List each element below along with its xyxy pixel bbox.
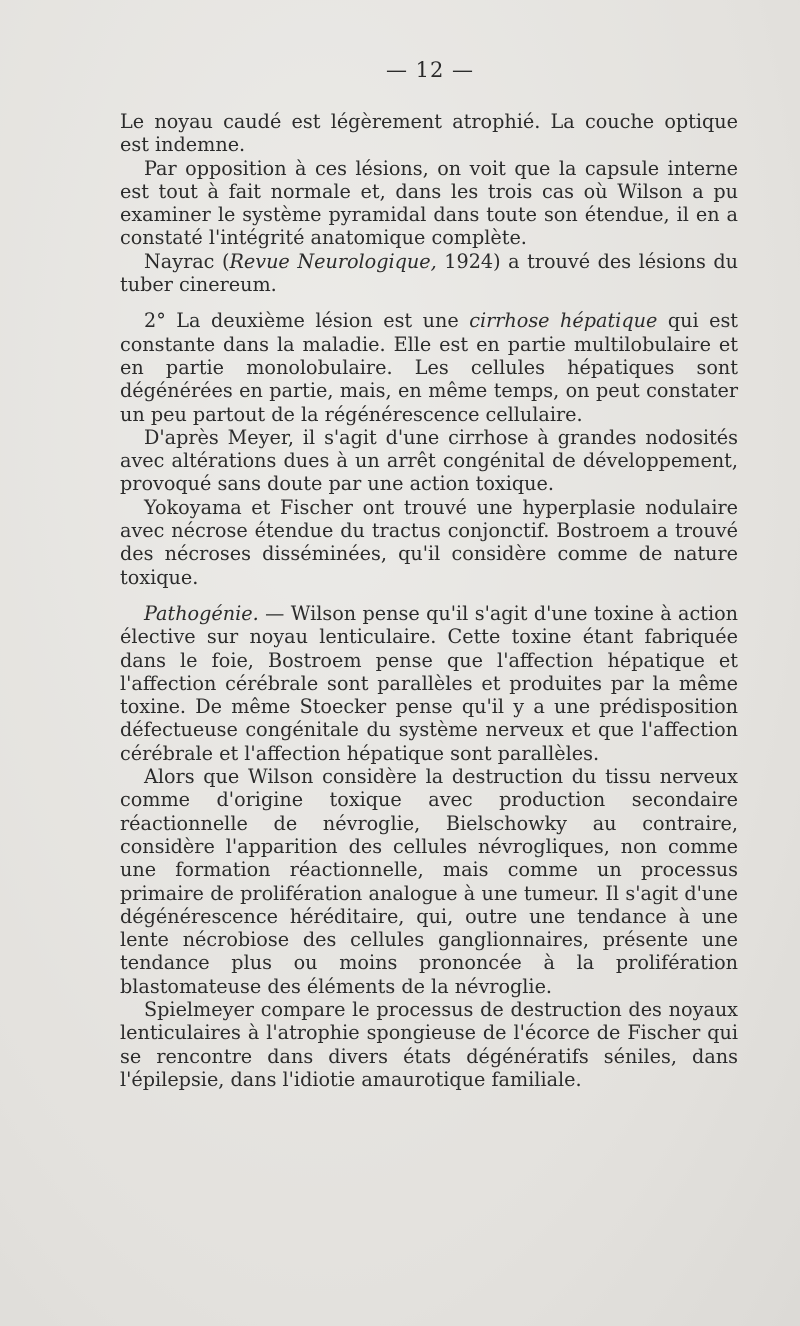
text-run: 1924) a trouvé des lésions du tuber cinereum.: [120, 249, 738, 297]
text-run: — Wilson pense qu'il s'agit d'une toxine à action élective sur noyau lenticulaire. Cette toxine étant fabriquée dans le foie, Bostroem pense que l'affection hépatique et l'affection cérébrale sont parallèles et produites par la même toxine. De même Stoecker pense qu'il y a une prédisposition défectueuse congénitale du système nerveux et que l'affection cérébrale et l'affection hépatique sont parallèles.: [120, 601, 738, 765]
paragraph-bielschowky: [120, 765, 738, 998]
paragraph-meyer: [120, 426, 738, 496]
text-run: Par opposition à ces lésions, on voit que la capsule interne est tout à fait normale et, dans les trois cas où Wilson a pu examiner le système pyramidal dans toute son étendue, il en a constaté l'intégrité anatomique complète.: [120, 156, 738, 250]
text-run: Alors que Wilson considère la destruction du tissu nerveux comme d'origine toxique avec production secondaire réactionnelle de névroglie, Bielschowky au contraire, considère l'apparition des cellules névrogliques, non comme une formation réactionnelle, mais comme un processus primaire de prolifération analogue à une tumeur. Il s'agit d'une dégénérescence héréditaire, qui, outre une tendance à une lente nécrobiose des cellules ganglionnaires, présente une tendance plus ou moins prononcée à la prolifération blastomateuse des éléments de la névroglie.: [120, 765, 738, 998]
paragraph-pathogenie: [120, 602, 738, 765]
body-text: [120, 110, 738, 1091]
text-run: D'après Meyer, il s'agit d'une cirrhose à grandes nodosités avec altérations dues à un arrêt congénital de développement, provoqué sans doute par une action toxique.: [120, 425, 738, 496]
journal-title: Revue Neurologique,: [229, 249, 437, 273]
text-run: Nayrac (: [144, 249, 230, 273]
text-run: 2° La deuxième lésion est une: [144, 309, 470, 333]
section-heading-pathogenie: Pathogénie.: [144, 601, 259, 625]
emphasis-cirrhose: cirrhose hépatique: [469, 309, 658, 333]
paragraph-spielmeyer: [120, 998, 738, 1091]
paragraph-capsule-interne: [120, 157, 738, 250]
paragraph-yokoyama: [120, 496, 738, 589]
text-run: Yokoyama et Fischer ont trouvé une hyperplasie nodulaire avec nécrose étendue du tractus conjonctif. Bostroem a trouvé des nécroses disséminées, qu'il considère comme de nature toxique.: [120, 495, 738, 589]
paragraph-nayrac: [120, 250, 738, 297]
text-run: qui est constante dans la maladie. Elle est en partie multilobulaire et en partie monolobulaire. Les cellules hépatiques sont dégénérées en partie, mais, en même temps, on peut constater un peu partout de la régénérescence cellulaire.: [120, 309, 739, 426]
page-number: — 12 —: [385, 58, 475, 82]
text-run: Le noyau caudé est légèrement atrophié. La couche optique est indemne.: [120, 110, 738, 157]
text-run: Spielmeyer compare le processus de destruction des noyaux lenticulaires à l'atrophie spongieuse de l'écorce de Fischer qui se rencontre dans divers états dégénératifs séniles, dans l'épilepsie, dans l'idiotie amaurotique familiale.: [120, 997, 738, 1091]
paragraph-noyau-caude: [120, 110, 738, 157]
paragraph-cirrhose: [120, 309, 738, 425]
